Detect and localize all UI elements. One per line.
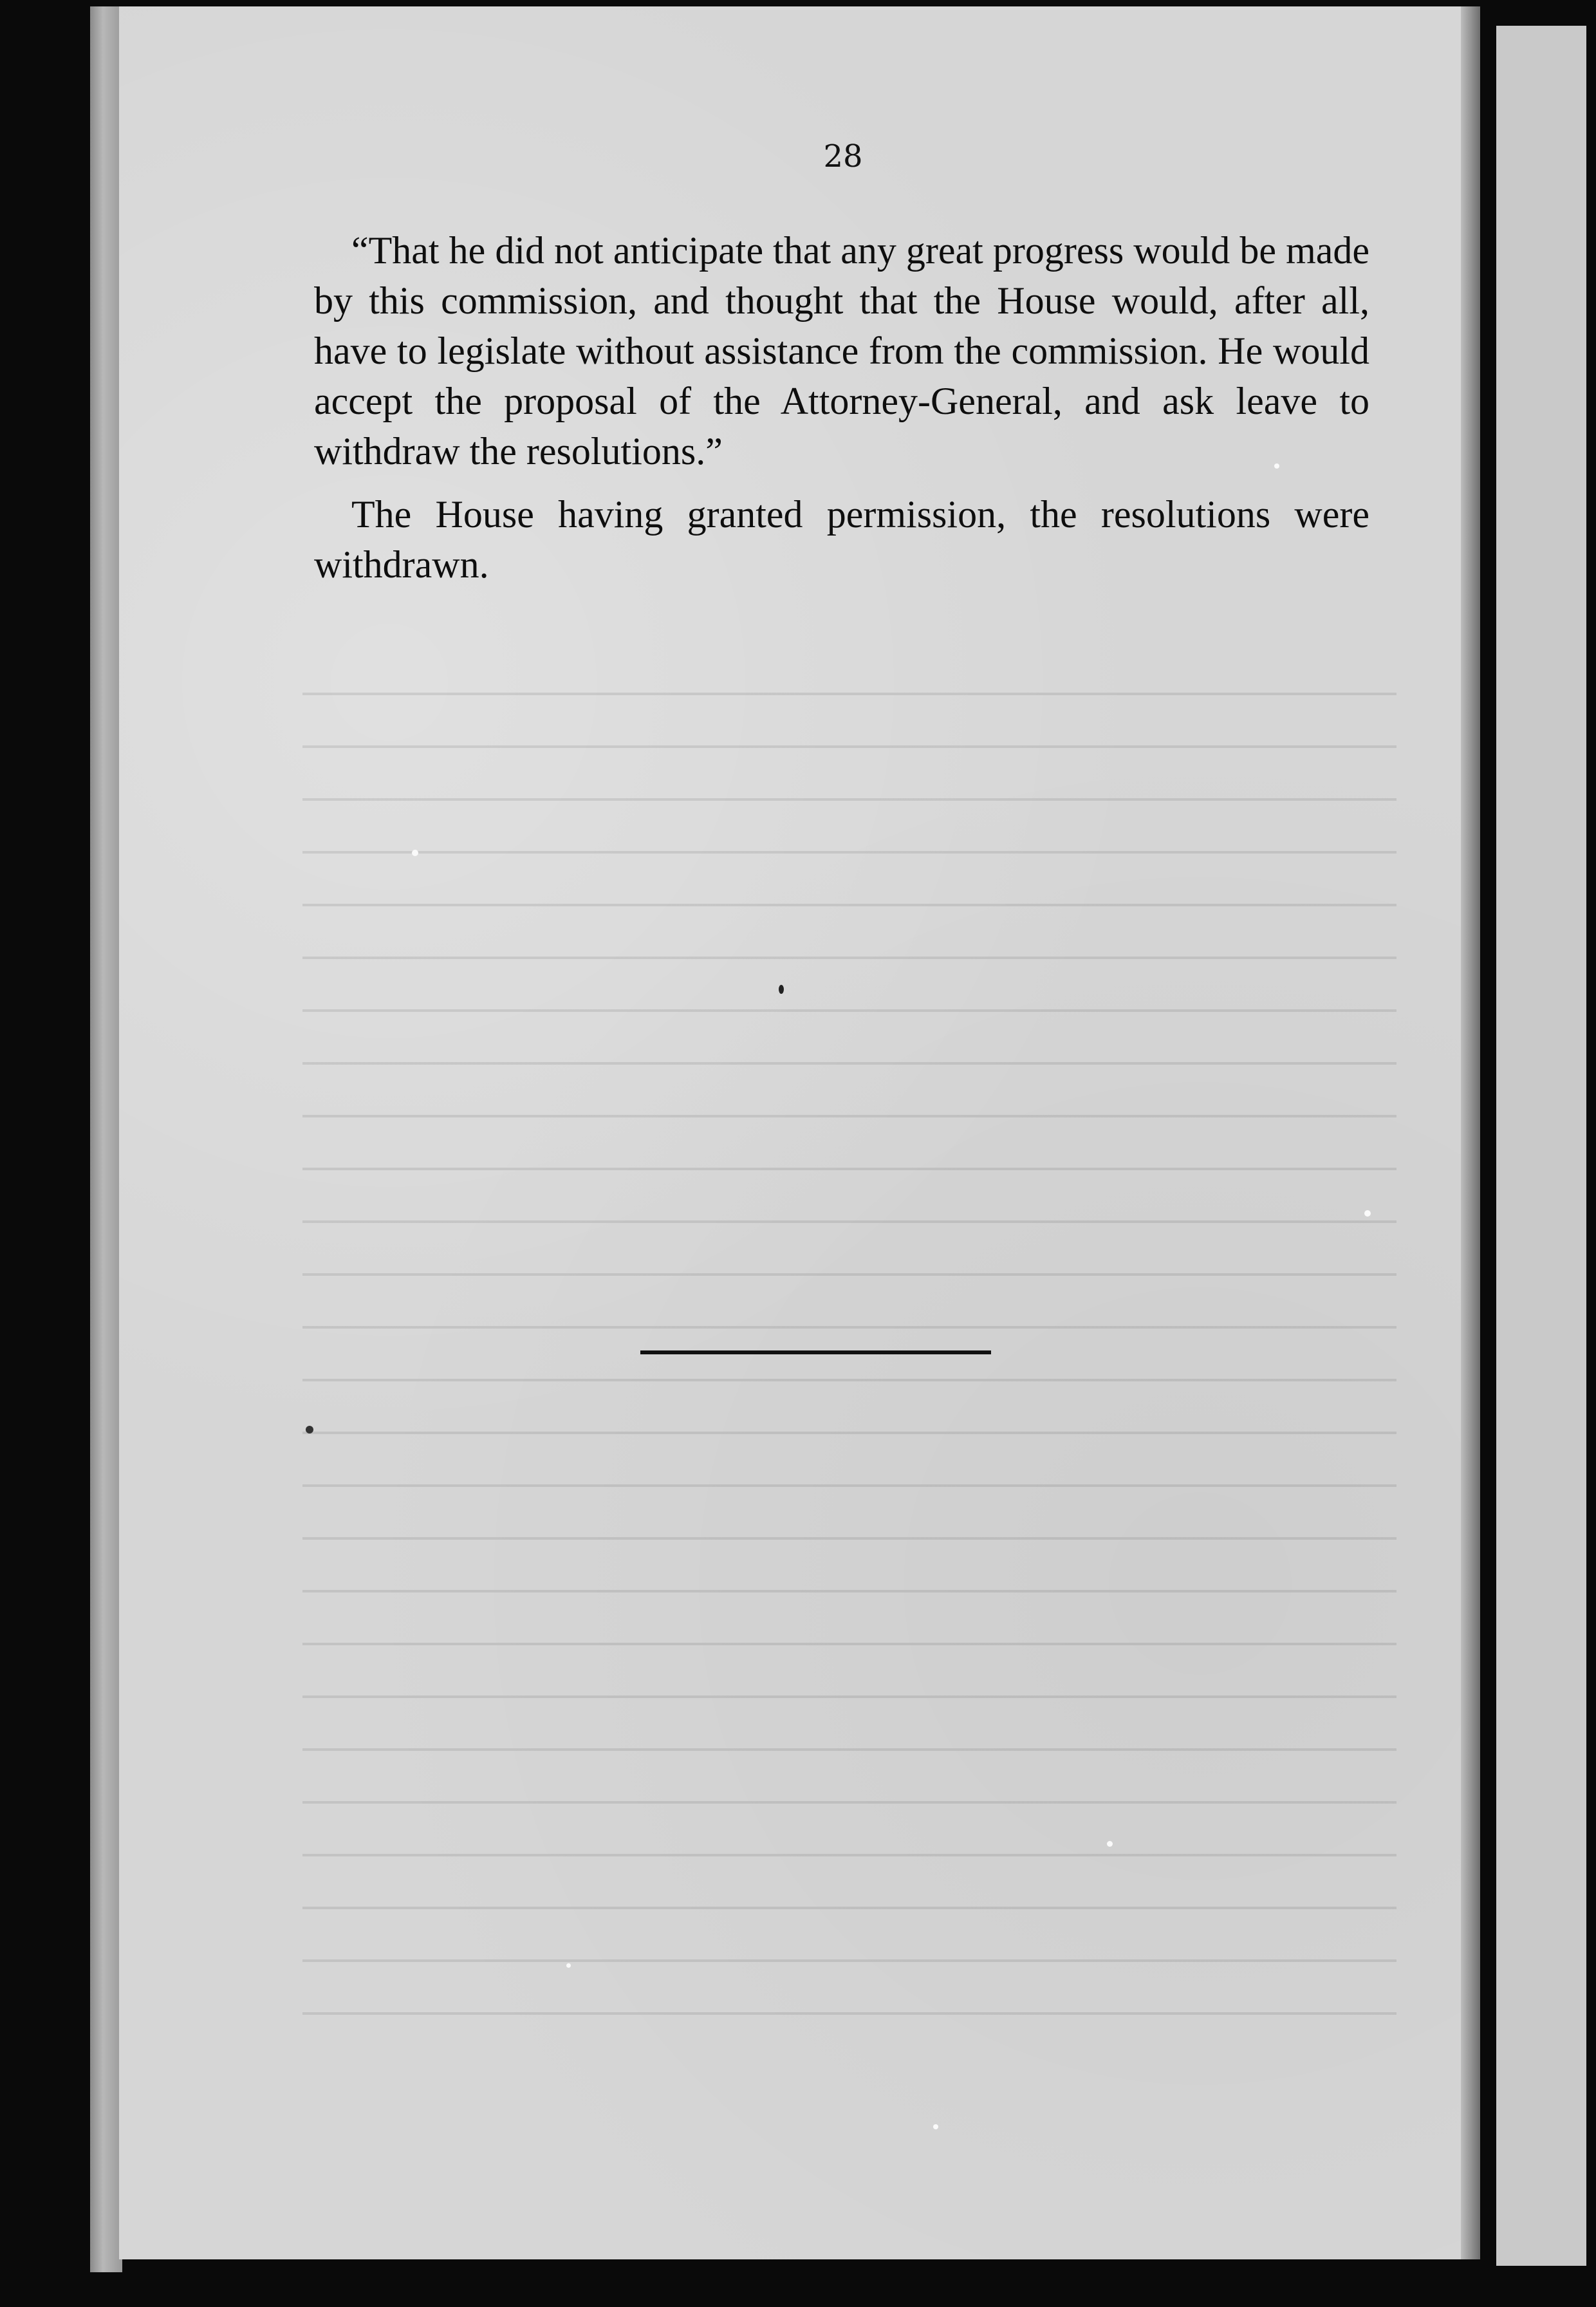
body-text xyxy=(314,225,1369,590)
dust-speck xyxy=(412,850,418,856)
dust-speck xyxy=(779,985,784,994)
paragraph-quote: “That he did not anticipate that any great progress would be made by this commission, and thought that the House would, after all, have to legislate without assistance from the commission. He would accept the proposal of the Attorney-General, and ask leave to withdraw the resolutions.” xyxy=(314,229,1369,472)
dust-speck xyxy=(306,1426,313,1434)
dust-speck xyxy=(1364,1210,1371,1217)
page-number: 28 xyxy=(823,138,863,174)
paragraph-resolution: The House having granted permission, the resolutions were withdrawn. xyxy=(314,493,1369,586)
show-through-text xyxy=(302,676,1396,2015)
page-edge xyxy=(90,6,122,2272)
dust-speck xyxy=(1107,1841,1113,1847)
section-rule xyxy=(640,1350,991,1354)
page-gutter-shadow xyxy=(1461,6,1480,2259)
adjacent-page-edge xyxy=(1496,26,1586,2266)
dust-speck xyxy=(1274,463,1279,469)
dust-speck xyxy=(566,1963,571,1968)
dust-speck xyxy=(933,2124,938,2129)
